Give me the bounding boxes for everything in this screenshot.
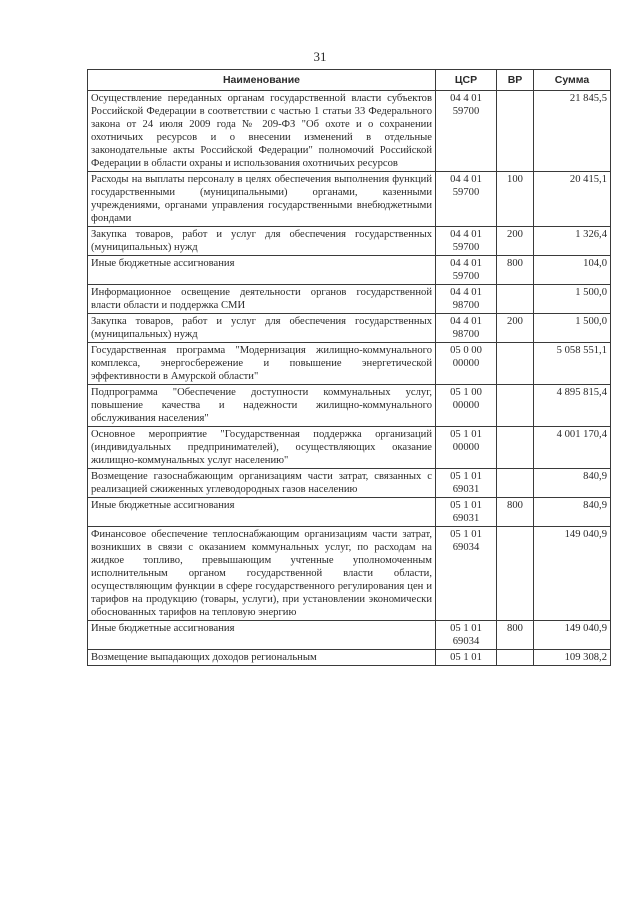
csr-code-part: 98700 [452, 300, 480, 311]
cell-name: Осуществление переданных органам государственной власти субъектов Российской Федерации в соответствии с частью 1 статьи 33 Федерального закона от 24 июля 2009 года № 209-ФЗ "Об охоте и о сохранении охотничьих ресурсов и о внесении изменений в отдельные законодательные акты Российской Федерации" полномочий Российской Федерации в области охраны и использования охотничьих ресурсов [88, 91, 436, 172]
csr-code-part: 04 4 01 [450, 258, 482, 269]
cell-vr [497, 385, 534, 427]
csr-code-part: 69034 [452, 636, 480, 647]
cell-name: Финансовое обеспечение теплоснабжающим организациям части затрат, возникших в связи с оказанием коммунальных услуг, по расходам на жидкое топливо, превышающим учтенные уполномоченным исполнительным органом государственной власти области, осуществляющим функции в сфере государственного регулирования цен и тарифов на продукцию (товары, услуги), при установлении экономически обоснованных тарифов на тепловую энергию [88, 527, 436, 621]
cell-vr [497, 91, 534, 172]
csr-code-part: 69031 [452, 484, 480, 495]
cell-csr [436, 227, 497, 256]
csr-code-part: 05 1 01 [450, 429, 482, 440]
cell-csr [436, 172, 497, 227]
csr-code-part: 04 4 01 [450, 93, 482, 104]
table-row [88, 650, 611, 666]
cell-vr: 100 [497, 172, 534, 227]
cell-vr: 800 [497, 498, 534, 527]
cell-name: Иные бюджетные ассигнования [88, 621, 436, 650]
header-vr: ВР [497, 70, 534, 91]
cell-vr [497, 527, 534, 621]
csr-code-part: 69034 [452, 542, 480, 553]
cell-vr [497, 469, 534, 498]
csr-code-part: 05 1 01 [450, 500, 482, 511]
csr-code-part: 59700 [452, 242, 480, 253]
cell-csr [436, 256, 497, 285]
csr-code-part: 05 1 01 [450, 623, 482, 634]
table-row [88, 285, 611, 314]
cell-csr [436, 314, 497, 343]
cell-csr [436, 621, 497, 650]
table-row [88, 91, 611, 172]
cell-sum: 1 500,0 [534, 285, 611, 314]
cell-vr: 800 [497, 256, 534, 285]
cell-sum: 840,9 [534, 469, 611, 498]
csr-code-part: 59700 [452, 187, 480, 198]
cell-sum: 1 326,4 [534, 227, 611, 256]
csr-code-part: 00000 [452, 442, 480, 453]
cell-name: Закупка товаров, работ и услуг для обеспечения государственных (муниципальных) нужд [88, 314, 436, 343]
cell-sum: 149 040,9 [534, 621, 611, 650]
cell-name: Возмещение газоснабжающим организациям части затрат, связанных с реализацией сжиженных углеводородных газов населению [88, 469, 436, 498]
cell-vr: 200 [497, 227, 534, 256]
cell-name: Возмещение выпадающих доходов региональным [88, 650, 436, 666]
table-row [88, 172, 611, 227]
table-row [88, 314, 611, 343]
cell-name: Подпрограмма "Обеспечение доступности коммунальных услуг, повышение качества и надежности жилищно-коммунального обслуживания населения" [88, 385, 436, 427]
table-body [88, 91, 611, 666]
cell-sum: 149 040,9 [534, 527, 611, 621]
csr-code-part: 05 1 01 [450, 471, 482, 482]
cell-vr [497, 343, 534, 385]
csr-code-part: 05 1 00 [450, 387, 482, 398]
cell-csr [436, 285, 497, 314]
cell-csr [436, 385, 497, 427]
csr-code-part: 05 0 00 [450, 345, 482, 356]
cell-name: Информационное освещение деятельности органов государственной власти области и поддержка СМИ [88, 285, 436, 314]
csr-code-part: 04 4 01 [450, 316, 482, 327]
table-row [88, 343, 611, 385]
csr-code-part: 04 4 01 [450, 174, 482, 185]
csr-code-part: 05 1 01 [450, 652, 482, 663]
table-row [88, 498, 611, 527]
cell-vr: 800 [497, 621, 534, 650]
csr-code-part: 04 4 01 [450, 287, 482, 298]
header-csr: ЦСР [436, 70, 497, 91]
csr-code-part: 59700 [452, 106, 480, 117]
cell-sum: 104,0 [534, 256, 611, 285]
table-row [88, 227, 611, 256]
csr-code-part: 00000 [452, 400, 480, 411]
table-row [88, 427, 611, 469]
cell-vr [497, 427, 534, 469]
cell-vr [497, 285, 534, 314]
cell-sum: 21 845,5 [534, 91, 611, 172]
csr-code-part: 59700 [452, 271, 480, 282]
cell-sum: 20 415,1 [534, 172, 611, 227]
cell-sum: 4 895 815,4 [534, 385, 611, 427]
cell-sum: 5 058 551,1 [534, 343, 611, 385]
table-row [88, 527, 611, 621]
page-number: 31 [313, 49, 327, 64]
cell-sum: 840,9 [534, 498, 611, 527]
cell-vr: 200 [497, 314, 534, 343]
table-row [88, 621, 611, 650]
table-header-row [88, 70, 611, 91]
cell-csr [436, 527, 497, 621]
cell-name: Иные бюджетные ассигнования [88, 256, 436, 285]
csr-code-part: 00000 [452, 358, 480, 369]
cell-name: Закупка товаров, работ и услуг для обеспечения государственных (муниципальных) нужд [88, 227, 436, 256]
table-row [88, 385, 611, 427]
cell-sum: 109 308,2 [534, 650, 611, 666]
csr-code-part: 69031 [452, 513, 480, 524]
cell-sum: 1 500,0 [534, 314, 611, 343]
table-row [88, 256, 611, 285]
table-row [88, 469, 611, 498]
cell-name: Расходы на выплаты персоналу в целях обеспечения выполнения функций государственными (муниципальными) органами, казенными учреждениями, органами управления государственными внебюджетными фондами [88, 172, 436, 227]
cell-csr [436, 650, 497, 666]
cell-name: Государственная программа "Модернизация жилищно-коммунального комплекса, энергосбережение и повышение энергетической эффективности в Амурской области" [88, 343, 436, 385]
cell-csr [436, 91, 497, 172]
csr-code-part: 04 4 01 [450, 229, 482, 240]
cell-sum: 4 001 170,4 [534, 427, 611, 469]
budget-table [87, 69, 611, 666]
csr-code-part: 05 1 01 [450, 529, 482, 540]
cell-name: Иные бюджетные ассигнования [88, 498, 436, 527]
header-sum: Сумма [534, 70, 611, 91]
cell-csr [436, 469, 497, 498]
cell-csr [436, 343, 497, 385]
cell-vr [497, 650, 534, 666]
cell-csr [436, 427, 497, 469]
cell-csr [436, 498, 497, 527]
cell-name: Основное мероприятие "Государственная поддержка организаций (индивидуальных предпринимателей), осуществляющих оказание жилищно-коммунальных услуг населению" [88, 427, 436, 469]
header-name: Наименование [88, 70, 436, 91]
csr-code-part: 98700 [452, 329, 480, 340]
